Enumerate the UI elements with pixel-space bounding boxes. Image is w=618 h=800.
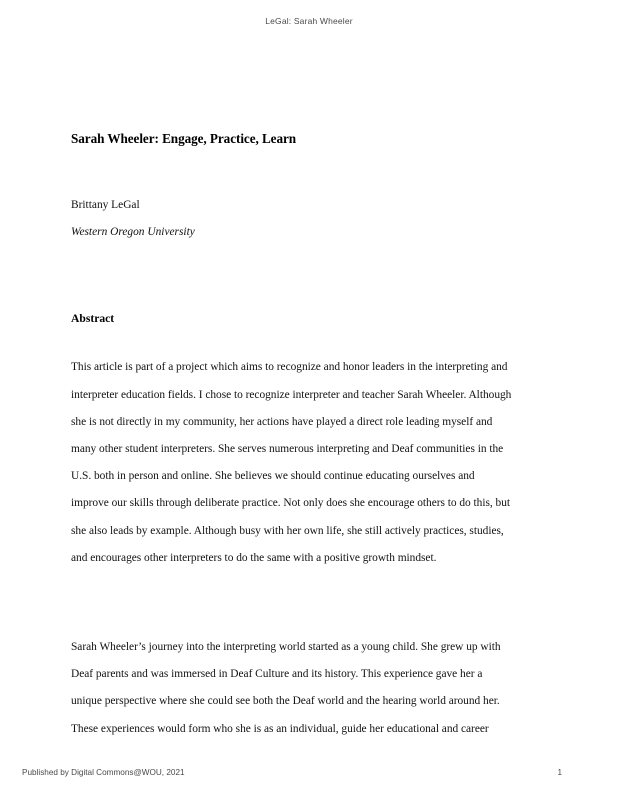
abstract-line: she also leads by example. Although busy with her own life, she still actively practices, studies, [71, 524, 504, 537]
abstract-line: improve our skills through deliberate practice. Not only does she encourage others to do this, but [71, 497, 511, 510]
abstract-line: interpreter education fields. I chose to recognize interpreter and teacher Sarah Wheeler. Although [71, 388, 512, 401]
abstract-line: This article is part of a project which aims to recognize and honor leaders in the interpreting and [71, 361, 508, 374]
abstract-heading: Abstract [71, 311, 115, 325]
abstract-line: many other student interpreters. She serves numerous interpreting and Deaf communities in the [71, 443, 504, 456]
body-line: Sarah Wheeler’s journey into the interpreting world started as a young child. She grew up with [71, 641, 501, 654]
body-line: Deaf parents and was immersed in Deaf Culture and its history. This experience gave her a [71, 668, 483, 681]
page-title: Sarah Wheeler: Engage, Practice, Learn [71, 131, 297, 146]
body-paragraph [71, 634, 548, 743]
footer-page-number: 1 [557, 768, 562, 777]
author-affiliation: Western Oregon University [71, 225, 195, 238]
abstract-line: she is not directly in my community, her actions have played a direct role leading myself and [71, 415, 493, 428]
body-line: These experiences would form who she is as an individual, guide her educational and career [71, 722, 489, 735]
running-header: LeGal: Sarah Wheeler [265, 16, 353, 26]
page-footer [0, 768, 618, 782]
abstract-body [71, 354, 548, 572]
body-line: unique perspective where she could see both the Deaf world and the hearing world around her. [71, 695, 500, 708]
footer-publisher: Published by Digital Commons@WOU, 2021 [22, 768, 185, 777]
byline-block [71, 192, 548, 246]
author-name: Brittany LeGal [71, 198, 140, 211]
abstract-line: U.S. both in person and online. She believes we should continue educating ourselves and [71, 470, 475, 483]
article-content [71, 131, 548, 743]
abstract-line: and encourages other interpreters to do the same with a positive growth mindset. [71, 551, 437, 564]
